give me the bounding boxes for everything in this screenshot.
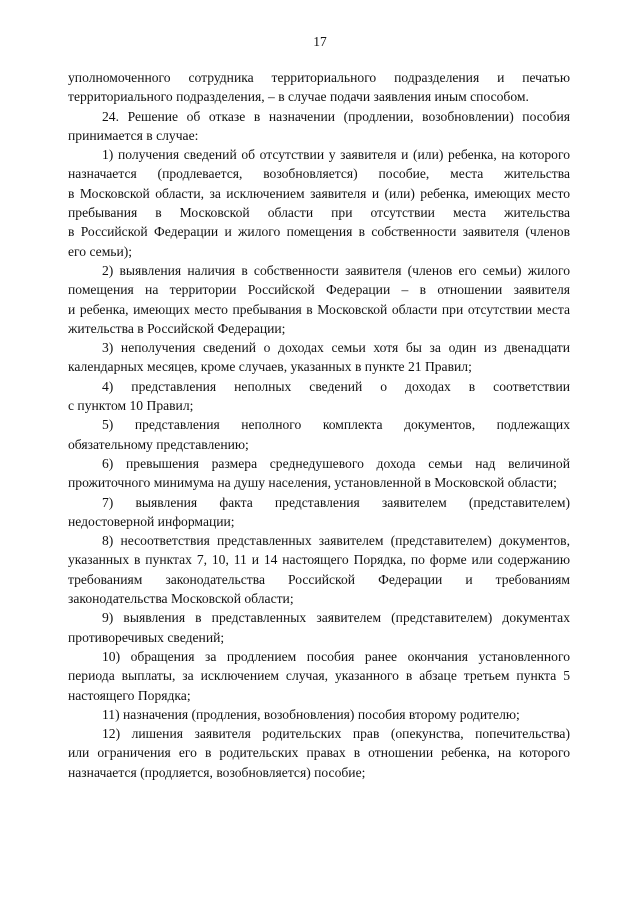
text-line: помещения на территории Российской Федерации – в отношении заявителя [68, 282, 570, 298]
paragraph [68, 493, 570, 532]
text-line: 3) неполучения сведений о доходах семьи хотя бы за один из двенадцати [102, 340, 570, 356]
text-line: периода выплаты, за исключением случая, указанного в абзаце третьем пункта 5 [68, 668, 570, 684]
paragraph [68, 454, 570, 493]
text-line: в Российской Федерации и жилого помещения в собственности заявителя (членов [68, 224, 570, 240]
paragraph [68, 724, 570, 782]
paragraph [68, 531, 570, 608]
text-line: жительства в Российской Федерации; [68, 320, 286, 336]
text-line: в Московской области, за исключением заявителя и (или) ребенка, имеющих место [68, 185, 570, 201]
text-line: 9) выявления в представленных заявителем (представителем) документах [102, 610, 570, 626]
text-line: назначается (продляется, возобновляется) пособие; [68, 764, 366, 780]
text-line: 11) назначения (продления, возобновления) пособия второму родителю; [102, 706, 520, 722]
text-line: 24. Решение об отказе в назначении (продлении, возобновлении) пособия [102, 108, 570, 124]
paragraph [68, 377, 570, 416]
text-line: недостоверной информации; [68, 513, 235, 529]
text-line: его семьи); [68, 243, 133, 259]
paragraph [68, 107, 570, 146]
text-line: 12) лишения заявителя родительских прав (опекунства, попечительства) [102, 726, 570, 742]
text-line: 2) выявления наличия в собственности заявителя (членов его семьи) жилого [102, 262, 570, 278]
text-line: обязательному представлению; [68, 436, 249, 452]
page-number: 17 [313, 34, 327, 49]
text-line: 4) представления неполных сведений о доходах в соответствии [102, 378, 570, 394]
text-line: требованиям законодательства Российской Федерации и требованиям [68, 571, 570, 587]
text-line: территориального подразделения, – в случае подачи заявления иным способом. [68, 89, 529, 105]
text-line: с пунктом 10 Правил; [68, 398, 194, 414]
text-line: законодательства Московской области; [68, 591, 294, 607]
text-line: назначается (продлевается, возобновляется) пособие, места жительства [68, 166, 570, 182]
text-line: настоящего Порядка; [68, 687, 191, 703]
text-line: 10) обращения за продлением пособия ранее окончания установленного [102, 648, 570, 664]
paragraph [68, 68, 570, 107]
text-line: уполномоченного сотрудника территориального подразделения и печатью [68, 70, 570, 85]
paragraph [68, 415, 570, 454]
text-line: пребывания в Московской области при отсутствии места жительства [68, 205, 570, 221]
text-line: противоречивых сведений; [68, 629, 225, 645]
text-line: 8) несоответствия представленных заявителем (представителем) документов, [102, 533, 570, 549]
text-line: или ограничения его в родительских правах в отношении ребенка, на которого [68, 745, 570, 761]
text-line: и ребенка, имеющих место пребывания в Московской области при отсутствии места [68, 301, 570, 317]
text-line: 1) получения сведений об отсутствии у заявителя и (или) ребенка, на которого [102, 147, 570, 163]
text-line: прожиточного минимума на душу населения, установленной в Московской области; [68, 475, 557, 491]
paragraph [68, 338, 570, 377]
text-line: календарных месяцев, кроме случаев, указанных в пункте 21 Правил; [68, 359, 472, 375]
text-line: 6) превышения размера среднедушевого дохода семьи над величиной [102, 455, 570, 471]
text-line: указанных в пунктах 7, 10, 11 и 14 настоящего Порядка, по форме или содержанию [68, 552, 570, 568]
paragraph [68, 145, 570, 261]
paragraph [68, 608, 570, 647]
document-body [68, 68, 570, 782]
text-line: 5) представления неполного комплекта документов, подлежащих [102, 417, 570, 433]
text-line: принимается в случае: [68, 127, 199, 143]
text-line: 7) выявления факта представления заявителем (представителем) [102, 494, 570, 510]
paragraph [68, 261, 570, 338]
paragraph [68, 705, 570, 724]
paragraph [68, 647, 570, 705]
